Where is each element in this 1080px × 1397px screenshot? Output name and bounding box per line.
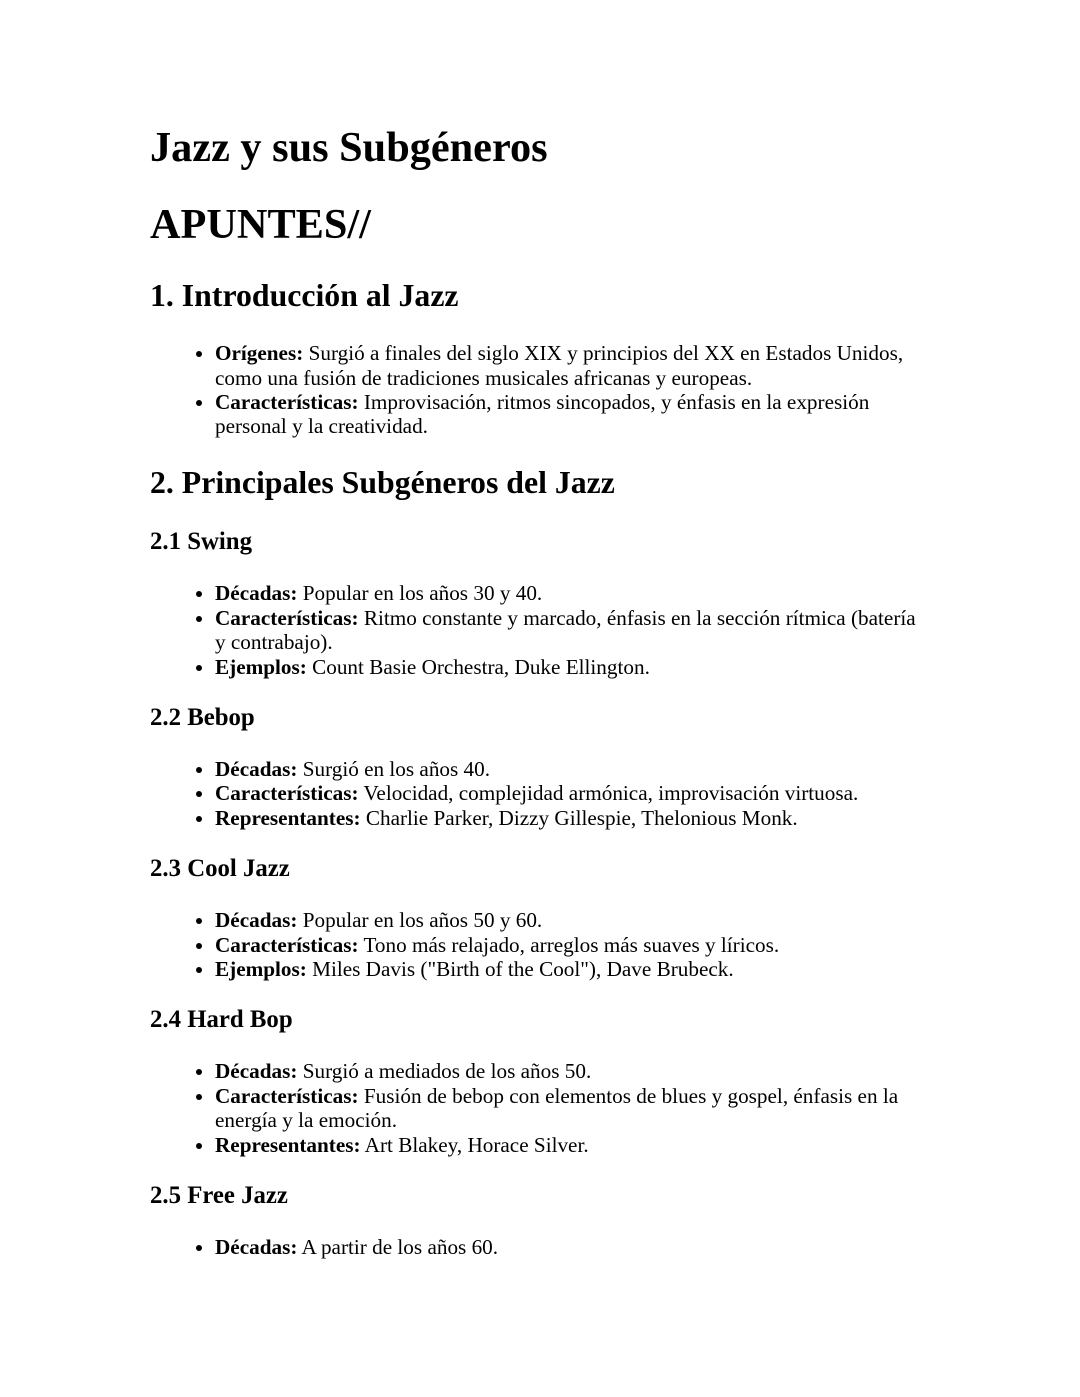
list-item-text: Charlie Parker, Dizzy Gillespie, Thelonious Monk.	[360, 805, 798, 830]
list-item-text: Miles Davis ("Birth of the Cool"), Dave Brubeck.	[306, 956, 734, 981]
list-item-text: Count Basie Orchestra, Duke Ellington.	[306, 654, 650, 679]
list-item-label: Representantes:	[215, 1132, 361, 1157]
list-item-label: Características:	[215, 1083, 359, 1108]
list-item	[215, 806, 930, 830]
list-item	[215, 908, 930, 932]
bullet-list	[150, 908, 930, 981]
list-item-text: A partir de los años 60.	[297, 1235, 499, 1260]
list-item-text: Surgió a finales del siglo XIX y principios del XX en Estados Unidos, como una fusión de tradiciones musicales africanas y europeas.	[215, 341, 904, 390]
section-heading: 2. Principales Subgéneros del Jazz	[150, 465, 615, 501]
list-item	[215, 957, 930, 981]
list-item-text: Fusión de bebop con elementos de blues y gospel, énfasis en la energía y la emoción.	[215, 1083, 899, 1133]
list-item-text: Surgió en los años 40.	[297, 756, 491, 781]
list-item-label: Décadas:	[215, 908, 298, 933]
list-item-text: Tono más relajado, arreglos más suaves y líricos.	[358, 932, 780, 957]
list-item	[215, 1084, 930, 1133]
list-item	[215, 390, 930, 439]
subsection-heading: 2.5 Free Jazz	[150, 1181, 288, 1209]
list-item-text: Popular en los años 30 y 40.	[297, 581, 543, 606]
list-item-text: Art Blakey, Horace Silver.	[360, 1132, 589, 1157]
list-item-label: Décadas:	[215, 1235, 298, 1260]
subsection-heading: 2.1 Swing	[150, 528, 252, 556]
bullet-list	[150, 341, 930, 439]
document-body	[150, 278, 930, 1259]
bullet-list	[150, 1059, 930, 1157]
list-item	[215, 1059, 930, 1083]
list-item	[215, 757, 930, 781]
list-item-label: Décadas:	[215, 1059, 298, 1084]
subsection-heading: 2.2 Bebop	[150, 703, 255, 731]
list-item-label: Ejemplos:	[215, 956, 307, 981]
section-heading: 1. Introducción al Jazz	[150, 278, 459, 314]
list-item-label: Características:	[215, 605, 359, 630]
bullet-list	[150, 581, 930, 679]
bullet-list	[150, 757, 930, 830]
list-item	[215, 581, 930, 605]
list-item-label: Características:	[215, 389, 359, 414]
bullet-list	[150, 1235, 930, 1259]
list-item-text: Velocidad, complejidad armónica, improvisación virtuosa.	[358, 781, 859, 806]
list-item	[215, 606, 930, 655]
list-item-text: Improvisación, ritmos sincopados, y énfasis en la expresión personal y la creatividad.	[215, 389, 870, 439]
list-item-label: Características:	[215, 932, 359, 957]
list-item-text: Surgió a mediados de los años 50.	[297, 1059, 592, 1084]
list-item	[215, 1133, 930, 1157]
list-item	[215, 933, 930, 957]
list-item	[215, 781, 930, 805]
list-item-label: Características:	[215, 781, 359, 806]
list-item-label: Representantes:	[215, 805, 361, 830]
list-item-label: Décadas:	[215, 581, 298, 606]
document-title: Jazz y sus Subgéneros	[150, 124, 548, 172]
list-item-text: Ritmo constante y marcado, énfasis en la sección rítmica (batería y contrabajo).	[215, 605, 916, 655]
list-item-label: Ejemplos:	[215, 654, 307, 679]
document-subtitle: APUNTES//	[150, 201, 371, 249]
list-item	[215, 655, 930, 679]
list-item	[215, 341, 930, 390]
subsection-heading: 2.3 Cool Jazz	[150, 854, 290, 882]
subsection-heading: 2.4 Hard Bop	[150, 1006, 293, 1034]
list-item	[215, 1235, 930, 1259]
list-item-label: Orígenes:	[215, 341, 304, 366]
list-item-label: Décadas:	[215, 756, 298, 781]
list-item-text: Popular en los años 50 y 60.	[297, 908, 543, 933]
